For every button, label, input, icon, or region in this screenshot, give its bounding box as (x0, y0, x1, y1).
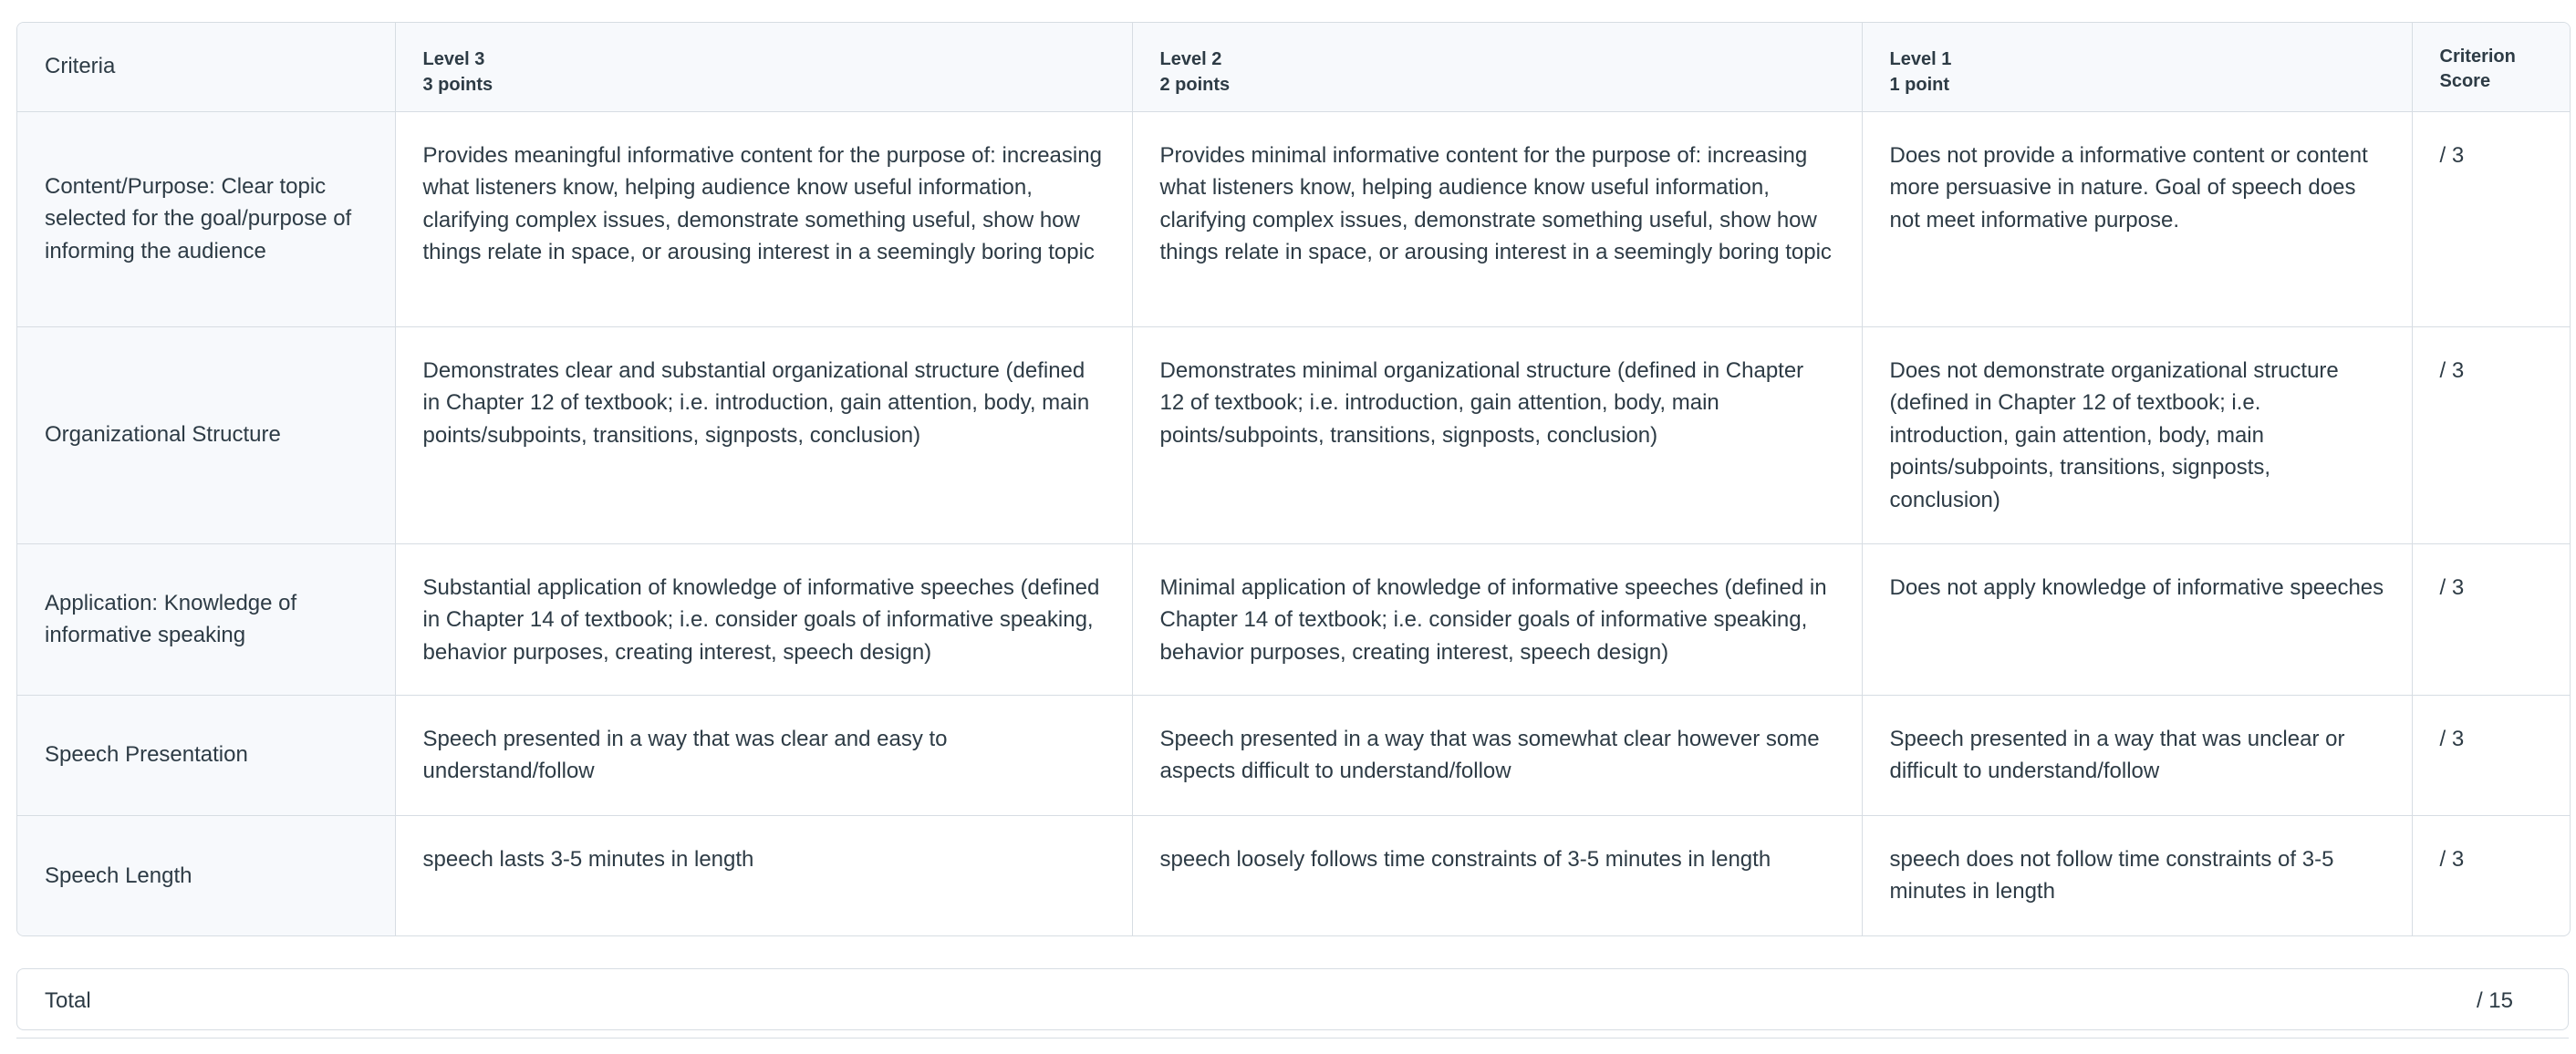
criterion-cell: Speech Length (17, 815, 395, 935)
level-1-cell: Does not provide a informative content or content more persuasive in nature. Goal of speech does not meet informative purpose. (1862, 111, 2412, 326)
score-cell: / 3 (2412, 543, 2570, 695)
criterion-cell: Organizational Structure (17, 326, 395, 543)
criterion-cell: Application: Knowledge of informative speaking (17, 543, 395, 695)
score-cell: / 3 (2412, 326, 2570, 543)
rubric-table (17, 23, 2570, 935)
criterion-cell: Content/Purpose: Clear topic selected for the goal/purpose of informing the audience (17, 111, 395, 326)
level-2-cell: Provides minimal informative content for the purpose of: increasing what listeners know, helping audience know useful information, clarifying complex issues, demonstrate something useful, show how things relate in space, or arousing interest in a seemingly boring topic (1132, 111, 1862, 326)
table-row (17, 815, 2570, 935)
score-cell: / 3 (2412, 111, 2570, 326)
level-3-points: 3 points (422, 75, 493, 95)
criteria-header: Criteria (17, 23, 395, 111)
level-1-cell: speech does not follow time constraints of 3-5 minutes in length (1862, 815, 2412, 935)
table-row (17, 326, 2570, 543)
level-3-header (395, 23, 1132, 111)
criterion-score-header-line2: Score (2439, 71, 2491, 91)
criterion-cell: Speech Presentation (17, 695, 395, 815)
level-3-cell: Substantial application of knowledge of informative speeches (defined in Chapter 14 of textbook; i.e. consider goals of informative speaking, behavior purposes, creating interest, speech design) (395, 543, 1132, 695)
level-2-cell: Minimal application of knowledge of informative speeches (defined in Chapter 14 of textbook; i.e. consider goals of informative speaking, behavior purposes, creating interest, speech design) (1132, 543, 1862, 695)
score-cell: / 3 (2412, 695, 2570, 815)
rubric-header-row (17, 23, 2570, 111)
total-row (16, 968, 2569, 1030)
level-1-cell: Does not apply knowledge of informative speeches (1862, 543, 2412, 695)
criterion-score-header (2412, 23, 2570, 111)
level-3-cell: Provides meaningful informative content for the purpose of: increasing what listeners know, helping audience know useful information, clarifying complex issues, demonstrate something useful, show how things relate in space, or arousing interest in a seemingly boring topic (395, 111, 1132, 326)
level-2-points: 2 points (1159, 75, 1231, 95)
total-label: Total (45, 988, 91, 1013)
level-3-title: Level 3 (422, 49, 485, 69)
level-2-cell: Demonstrates minimal organizational structure (defined in Chapter 12 of textbook; i.e. introduction, gain attention, body, main points/subpoints, transitions, signposts, conclusion) (1132, 326, 1862, 543)
level-3-cell: Demonstrates clear and substantial organizational structure (defined in Chapter 12 of textbook; i.e. introduction, gain attention, body, main points/subpoints, transitions, signposts, conclusion) (395, 326, 1132, 543)
table-row (17, 543, 2570, 695)
level-1-points: 1 point (1889, 75, 1950, 95)
level-1-cell: Speech presented in a way that was unclear or difficult to understand/follow (1862, 695, 2412, 815)
table-row (17, 111, 2570, 326)
level-2-header (1132, 23, 1862, 111)
level-2-title: Level 2 (1159, 49, 1222, 69)
score-cell: / 3 (2439, 846, 2465, 872)
level-1-title: Level 1 (1889, 49, 1952, 69)
level-2-cell: speech loosely follows time constraints of 3-5 minutes in length (1132, 815, 1862, 935)
level-1-cell: Does not demonstrate organizational structure (defined in Chapter 12 of textbook; i.e. introduction, gain attention, body, main points/subpoints, transitions, signposts, conclusion) (1862, 326, 2412, 543)
level-2-cell: Speech presented in a way that was somewhat clear however some aspects difficult to understand/follow (1132, 695, 1862, 815)
criterion-score-header-line1: Criterion (2439, 46, 2516, 67)
level-3-cell: speech lasts 3-5 minutes in length (395, 815, 1132, 935)
rubric-table-container (16, 22, 2571, 936)
table-row (17, 695, 2570, 815)
level-1-header (1862, 23, 2412, 111)
level-3-cell: Speech presented in a way that was clear and easy to understand/follow (395, 695, 1132, 815)
total-score: / 15 (2476, 988, 2513, 1013)
